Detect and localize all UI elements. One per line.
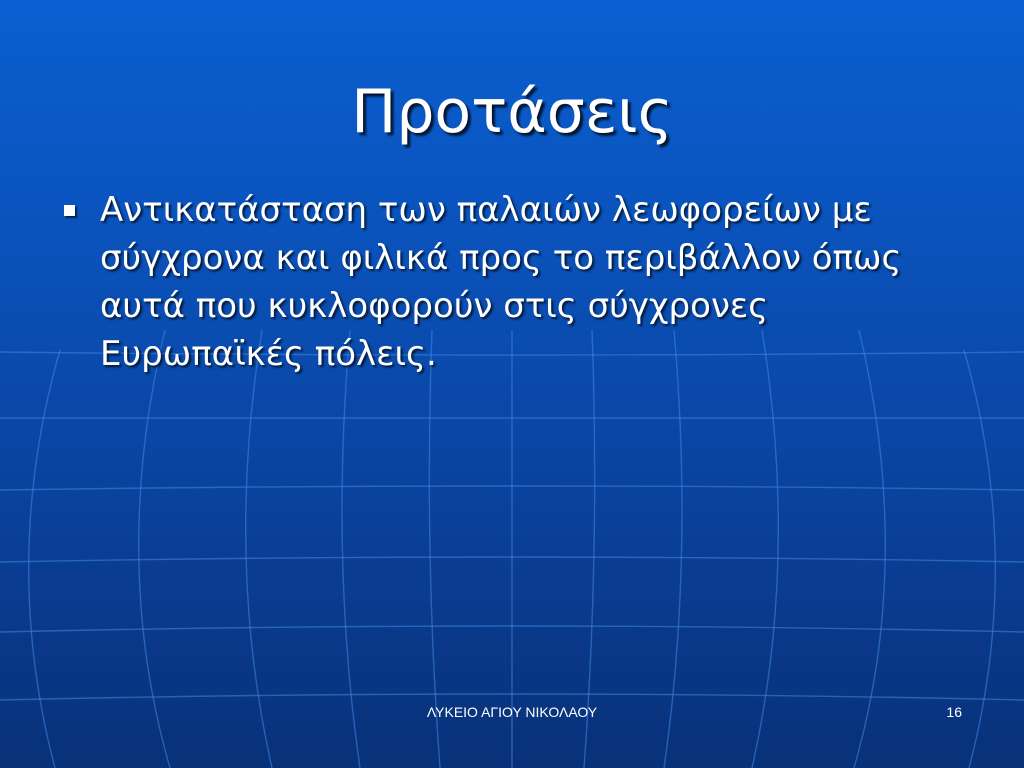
footer-school-name: ΛΥΚΕΙΟ ΑΓΙΟΥ ΝΙΚΟΛΑΟΥ [426,704,598,720]
slide-title: Προτάσεις [351,77,673,147]
bullet-text: Αντικατάσταση των παλαιών λεωφορείων με σύγχρονα και φιλικά προς το περιβάλλον όπως αυτά που κυκλοφορούν στις σύγχρονες Ευρωπαϊκές πόλεις. [100,190,902,374]
slide-number: 16 [946,704,962,720]
square-bullet-icon [64,205,75,216]
bullet-list [60,186,960,378]
bullet-item [60,186,960,378]
